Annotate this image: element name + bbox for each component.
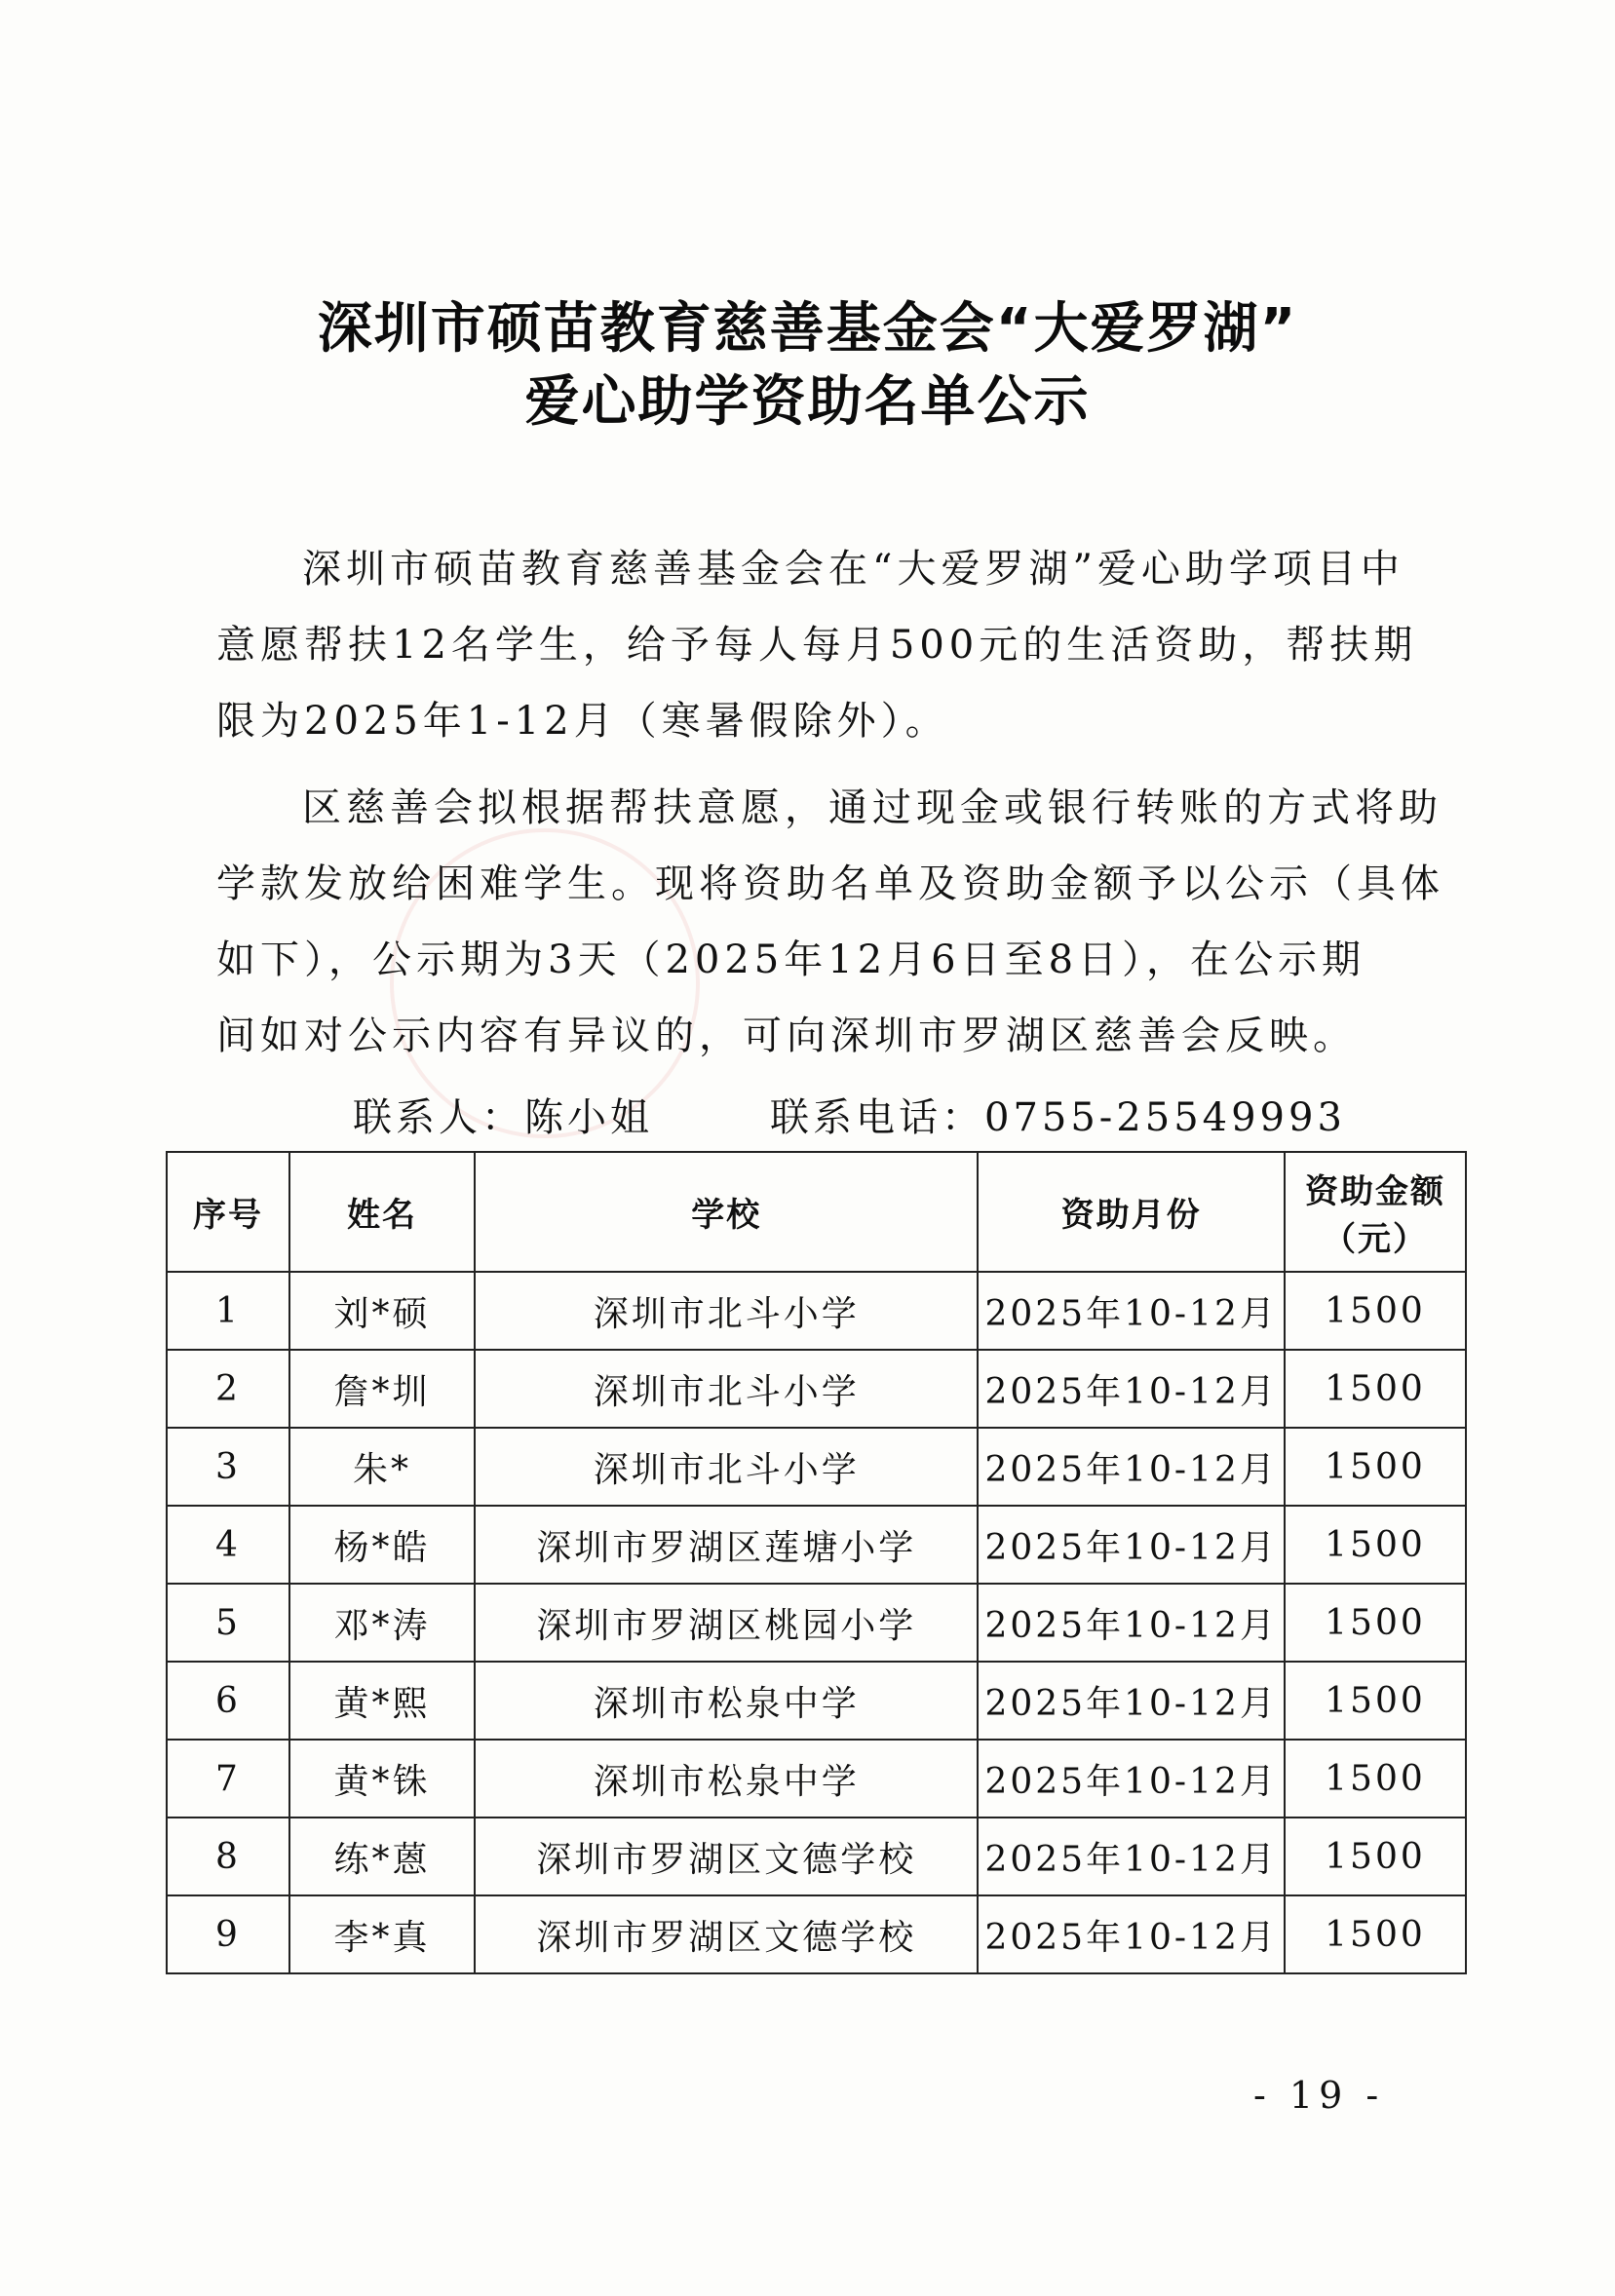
cell-amount: 1500 xyxy=(1285,1662,1466,1740)
cell-name: 朱* xyxy=(289,1428,475,1506)
table-row xyxy=(167,1272,1466,1350)
table-row xyxy=(167,1428,1466,1506)
cell-no: 4 xyxy=(167,1506,289,1584)
cell-school: 深圳市罗湖区桃园小学 xyxy=(475,1584,978,1662)
contact-info xyxy=(353,1087,1346,1142)
paragraph-line: 学款发放给困难学生。现将资助名单及资助金额予以公示（具体 xyxy=(216,861,1444,906)
page-number: - 19 - xyxy=(1253,2074,1385,2117)
cell-school: 深圳市松泉中学 xyxy=(475,1740,978,1818)
cell-month: 2025年10-12月 xyxy=(978,1818,1284,1895)
cell-amount: 1500 xyxy=(1285,1350,1466,1428)
header-school: 学校 xyxy=(475,1152,978,1272)
cell-amount: 1500 xyxy=(1285,1272,1466,1350)
contact-person: 联系人：陈小姐 xyxy=(353,1095,653,1140)
cell-school: 深圳市北斗小学 xyxy=(475,1272,978,1350)
cell-month: 2025年10-12月 xyxy=(978,1428,1284,1506)
funding-list-table xyxy=(166,1151,1467,1974)
cell-amount: 1500 xyxy=(1285,1740,1466,1818)
header-amount xyxy=(1285,1152,1466,1272)
cell-month: 2025年10-12月 xyxy=(978,1895,1284,1973)
cell-name: 邓*涛 xyxy=(289,1584,475,1662)
cell-amount: 1500 xyxy=(1285,1506,1466,1584)
cell-amount: 1500 xyxy=(1285,1428,1466,1506)
cell-school: 深圳市罗湖区文德学校 xyxy=(475,1895,978,1973)
cell-month: 2025年10-12月 xyxy=(978,1662,1284,1740)
table-row xyxy=(167,1350,1466,1428)
table-header-row xyxy=(167,1152,1466,1272)
table-row xyxy=(167,1895,1466,1973)
paragraph-line: 意愿帮扶12名学生，给予每人每月500元的生活资助，帮扶期 xyxy=(216,623,1418,668)
cell-name: 刘*硕 xyxy=(289,1272,475,1350)
cell-school: 深圳市北斗小学 xyxy=(475,1350,978,1428)
paragraph-intro xyxy=(216,531,1418,759)
cell-no: 9 xyxy=(167,1895,289,1973)
header-amount-line1: 资助金额 xyxy=(1304,1171,1445,1211)
contact-phone: 联系电话：0755-25549993 xyxy=(770,1095,1346,1140)
cell-no: 6 xyxy=(167,1662,289,1740)
paragraph-line: 限为2025年1-12月（寒暑假除外）。 xyxy=(216,699,949,744)
table-row xyxy=(167,1818,1466,1895)
cell-school: 深圳市罗湖区文德学校 xyxy=(475,1818,978,1895)
table-row xyxy=(167,1740,1466,1818)
cell-amount: 1500 xyxy=(1285,1895,1466,1973)
cell-name: 黄*铢 xyxy=(289,1740,475,1818)
cell-no: 8 xyxy=(167,1818,289,1895)
cell-no: 2 xyxy=(167,1350,289,1428)
cell-name: 黄*熙 xyxy=(289,1662,475,1740)
paragraph-line: 如下），公示期为3天（2025年12月6日至8日），在公示期 xyxy=(216,938,1366,982)
table-row xyxy=(167,1506,1466,1584)
cell-month: 2025年10-12月 xyxy=(978,1350,1284,1428)
header-amount-line2: （元） xyxy=(1322,1219,1428,1259)
header-no: 序号 xyxy=(167,1152,289,1272)
cell-name: 练*蒽 xyxy=(289,1818,475,1895)
cell-month: 2025年10-12月 xyxy=(978,1740,1284,1818)
cell-school: 深圳市松泉中学 xyxy=(475,1662,978,1740)
cell-name: 詹*圳 xyxy=(289,1350,475,1428)
cell-month: 2025年10-12月 xyxy=(978,1506,1284,1584)
cell-no: 1 xyxy=(167,1272,289,1350)
cell-name: 李*真 xyxy=(289,1895,475,1973)
cell-month: 2025年10-12月 xyxy=(978,1272,1284,1350)
header-month: 资助月份 xyxy=(978,1152,1284,1272)
table-row xyxy=(167,1662,1466,1740)
cell-name: 杨*皓 xyxy=(289,1506,475,1584)
cell-school: 深圳市罗湖区莲塘小学 xyxy=(475,1506,978,1584)
paragraph-notice xyxy=(216,770,1444,1074)
paragraph-line: 区慈善会拟根据帮扶意愿，通过现金或银行转账的方式将助 xyxy=(302,785,1442,830)
header-name: 姓名 xyxy=(289,1152,475,1272)
cell-amount: 1500 xyxy=(1285,1818,1466,1895)
document-title-line2: 爱心助学资助名单公示 xyxy=(524,370,1091,434)
cell-no: 3 xyxy=(167,1428,289,1506)
cell-no: 5 xyxy=(167,1584,289,1662)
paragraph-line: 深圳市硕苗教育慈善基金会在“大爱罗湖”爱心助学项目中 xyxy=(302,547,1404,592)
cell-no: 7 xyxy=(167,1740,289,1818)
cell-month: 2025年10-12月 xyxy=(978,1584,1284,1662)
document-title-line1: 深圳市硕苗教育慈善基金会“大爱罗湖” xyxy=(317,297,1298,361)
table-row xyxy=(167,1584,1466,1662)
cell-amount: 1500 xyxy=(1285,1584,1466,1662)
cell-school: 深圳市北斗小学 xyxy=(475,1428,978,1506)
paragraph-line: 间如对公示内容有异议的，可向深圳市罗湖区慈善会反映。 xyxy=(216,1014,1357,1058)
